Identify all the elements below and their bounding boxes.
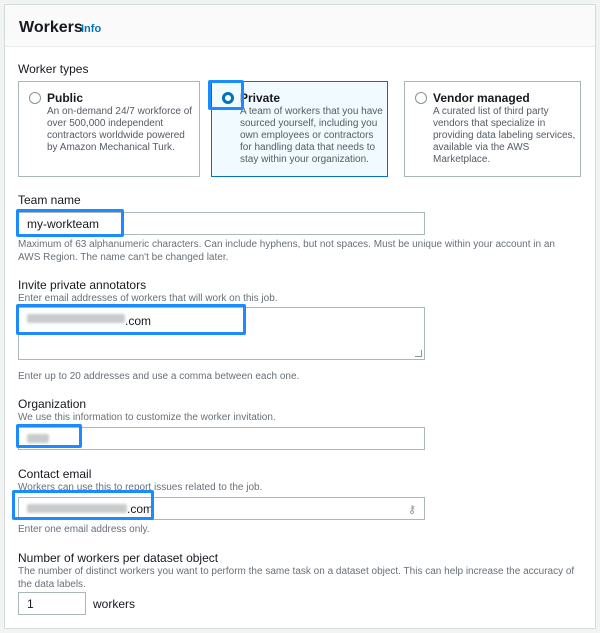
workers-per-object-label: Number of workers per dataset object [18,551,219,565]
worker-types-label: Worker types [18,62,89,76]
card-title: Vendor managed [433,91,530,105]
redacted-email [27,314,125,323]
team-name-label: Team name [18,193,81,207]
resize-grip-icon[interactable] [415,350,422,357]
worker-type-private-card[interactable] [211,81,388,177]
card-description: An on-demand 24/7 workforce of over 500,000 independent contractors worldwide powered by Amazon Mechanical Turk. [47,106,193,153]
card-description: A curated list of third party vendors that specialize in providing data labeling services, available via the AWS Marketplace. [433,106,576,165]
worker-type-vendor-card[interactable] [404,81,581,177]
contact-email-description: Workers can use this to report issues related to the job. [18,482,263,493]
annotators-email-suffix: .com [125,314,152,328]
radio-private[interactable] [222,92,234,104]
worker-type-public-card[interactable] [18,81,200,177]
workers-per-object-description: The number of distinct workers you want to perform the same task on a dataset object. This can help increase the accuracy of the data labels. [18,566,575,590]
radio-public[interactable] [29,92,41,104]
contact-email-input[interactable] [18,497,425,520]
annotators-label: Invite private annotators [18,278,147,292]
card-title: Public [47,91,84,105]
contact-email-label: Contact email [18,467,92,481]
panel-header [5,5,595,47]
workers-per-object-input[interactable] [18,592,86,615]
team-name-hint: Maximum of 63 alphanumeric characters. Can include hyphens, but not spaces. Must be unique within your account in an AWS Region. The name can't be changed later. [18,239,555,263]
redacted-organization [27,434,49,443]
organization-input[interactable] [18,427,425,450]
annotators-textarea[interactable] [18,307,425,360]
card-description: A team of workers that you have sourced yourself, including you own employees or contractors for handling data that needs to stay within your organization. [240,106,383,165]
annotators-hint: Enter up to 20 addresses and use a comma between each one. [18,371,300,382]
workers-unit-label: workers [93,597,136,611]
info-link[interactable]: Info [81,23,102,35]
team-name-value: my-workteam [27,216,100,231]
radio-vendor[interactable] [415,92,427,104]
autofill-key-icon[interactable]: ⚷ [407,504,416,516]
panel-title: Workers [19,19,83,36]
redacted-email [27,504,127,513]
workers-per-object-value: 1 [27,596,34,611]
contact-email-hint: Enter one email address only. [18,524,150,535]
organization-label: Organization [18,397,87,411]
contact-email-suffix: .com [127,501,154,516]
annotators-description: Enter email addresses of workers that will work on this job. [18,293,278,304]
organization-description: We use this information to customize the worker invitation. [18,412,276,423]
card-title: Private [240,91,281,105]
team-name-input[interactable] [18,212,425,235]
